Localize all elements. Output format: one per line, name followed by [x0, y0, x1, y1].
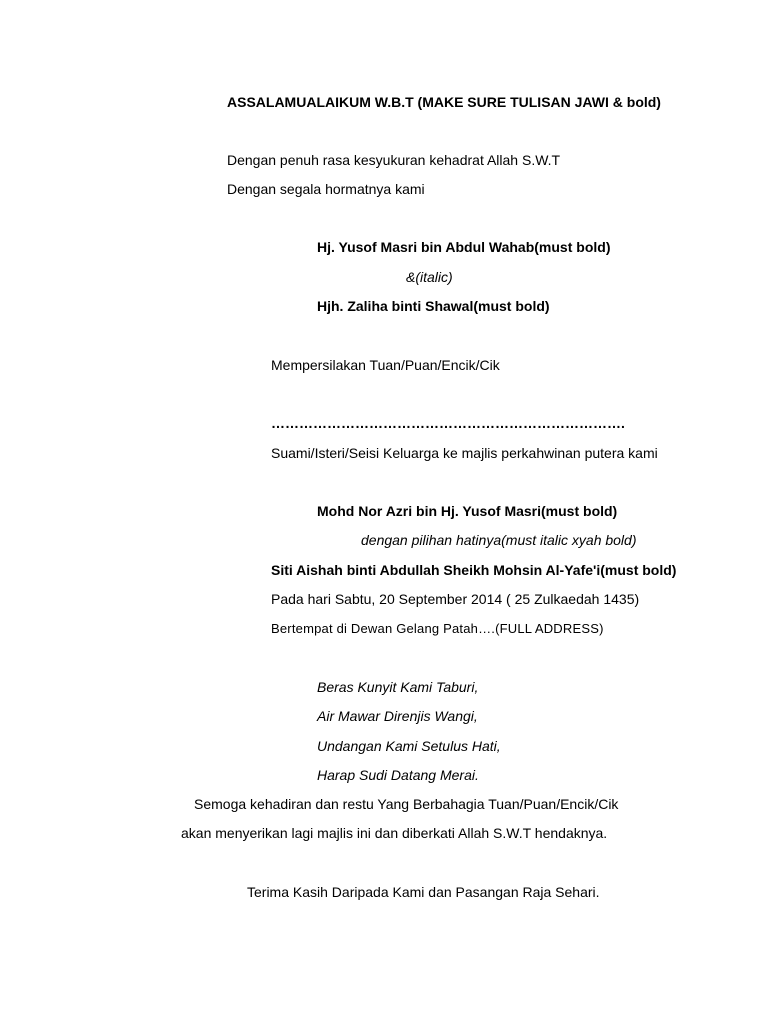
- intro-line-2: Dengan segala hormatnya kami: [227, 181, 425, 197]
- bride-name: Siti Aishah binti Abdullah Sheikh Mohsin Al-Yafe'i(must bold): [271, 562, 677, 578]
- host-ampersand: &(italic): [406, 269, 453, 285]
- date-line: Pada hari Sabtu, 20 September 2014 ( 25 Zulkaedah 1435): [271, 591, 640, 607]
- host-mother: Hjh. Zaliha binti Shawal(must bold): [317, 298, 550, 314]
- invite-line: Mempersilakan Tuan/Puan/Encik/Cik: [271, 357, 500, 373]
- invitee-blank: ………………………………………………………………….: [271, 415, 625, 431]
- pantun-line-2: Air Mawar Direnjis Wangi,: [317, 708, 478, 724]
- invite-family-line: Suami/Isteri/Seisi Keluarga ke majlis perkahwinan putera kami: [271, 445, 658, 461]
- pantun-line-1: Beras Kunyit Kami Taburi,: [317, 679, 479, 695]
- groom-name: Mohd Nor Azri bin Hj. Yusof Masri(must bold): [317, 503, 618, 519]
- venue-line: Bertempat di Dewan Gelang Patah….(FULL ADDRESS): [271, 621, 604, 636]
- pantun-line-3: Undangan Kami Setulus Hati,: [317, 738, 501, 754]
- pantun-line-4: Harap Sudi Datang Merai.: [317, 767, 479, 783]
- greeting: ASSALAMUALAIKUM W.B.T (MAKE SURE TULISAN JAWI & bold): [227, 94, 661, 110]
- closing-line-2: akan menyerikan lagi majlis ini dan diberkati Allah S.W.T hendaknya.: [181, 825, 608, 841]
- thanks-line: Terima Kasih Daripada Kami dan Pasangan Raja Sehari.: [247, 884, 600, 900]
- host-father: Hj. Yusof Masri bin Abdul Wahab(must bold): [317, 239, 611, 255]
- intro-line-1: Dengan penuh rasa kesyukuran kehadrat Allah S.W.T: [227, 152, 561, 168]
- with-choice-line: dengan pilihan hatinya(must italic xyah bold): [361, 532, 637, 548]
- closing-line-1: Semoga kehadiran dan restu Yang Berbahagia Tuan/Puan/Encik/Cik: [194, 796, 619, 812]
